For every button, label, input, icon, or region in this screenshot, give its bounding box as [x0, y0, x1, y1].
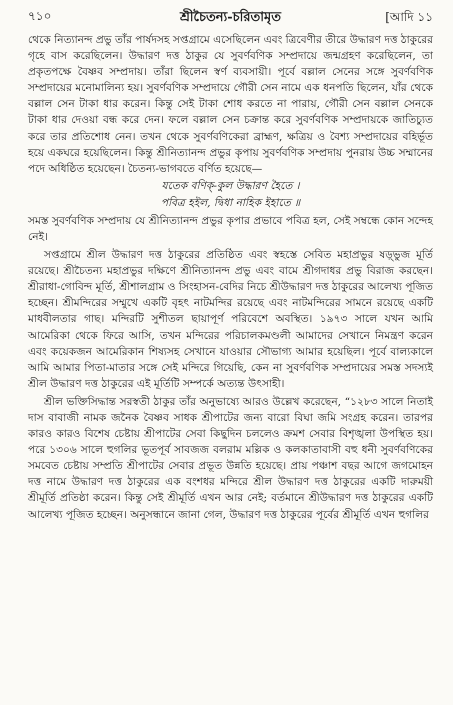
paragraph-3: সপ্তগ্রামে শ্রীল উদ্ধারণ দত্ত ঠাকুরের প্রতিষ্ঠিত এবং স্বহস্তে সেবিত মহাপ্রভুর ষড়্ভুজ মূর্তি রয়েছে। শ্রীচৈতন্য মহাপ্রভুর দক্ষিণে শ্রীনিত্যানন্দ প্রভু এবং বামে শ্রীগদাধর প্রভু বিরাজ করছেন। শ্রীরাধা-গোবিন্দ মূর্তি, শ্রীশালগ্রাম ও সিংহাসন-বেদির নিচে শ্রীউদ্ধারণ দত্ত ঠাকুরের আলেখ্য পূজিত হচ্ছেন। শ্রীমন্দিরের সম্মুখে একটি বৃহৎ নাটমন্দির রয়েছে এবং নাটমন্দিরের সামনে রয়েছে একটি মাধবীলতার গাছ। মন্দিরটি সুশীতল ছায়াপূর্ণ পরিবেশে অবস্থিত। ১৯৭৩ সালে যখন আমি আমেরিকা থেকে ফিরে আসি, তখন মন্দিরের পরিচালকমণ্ডলী আমাদের সেখানে নিমন্ত্রণ করেন এবং কয়েকজন আমেরিকান শিষ্যসহ সেখানে যাওয়ার সৌভাগ্য আমার হয়েছিল। পূর্বে বাল্যকালে আমি আমার পিতা-মাতার সঙ্গে সেই মন্দিরে গিয়েছি, কেন না সুবর্ণবণিক সম্প্রদায়ের সমস্ত সদস্যই শ্রীল উদ্ধারণ দত্ত ঠাকুরের এই মূর্তিটি সম্পর্কে অত্যন্ত উৎসাহী। — [28, 249, 433, 390]
page-header — [28, 6, 433, 32]
verse-line-2: পবিত্র হইল, দ্বিধা নাহিক ইহাতে ॥ — [160, 196, 301, 209]
page-body — [28, 32, 433, 523]
chapter-marker: [আদি ১১ — [385, 10, 433, 24]
running-title: শ্রীচৈতন্য-চরিতামৃত — [179, 10, 282, 25]
verse-line-1: যতেক বণিক্-কুল উদ্ধারণ হৈতে । — [161, 179, 300, 192]
page-number: ৭১০ — [28, 9, 52, 23]
paragraph-1: থেকে নিত্যানন্দ প্রভু তাঁর পার্ষদসহ সপ্তগ্রামে এসেছিলেন এবং ত্রিবেণীর তীরে উদ্ধারণ দত্ত ঠাকুরের গৃহে বাস করেছিলেন। উদ্ধারণ দত্ত ঠাকুর যে সুবর্ণবণিক সম্প্রদায়ে জন্মগ্রহণ করেছিলেন, তা প্রকৃতপক্ষে বৈষ্ণব সম্প্রদায়। তাঁরা ছিলেন স্বর্ণ ব্যবসায়ী। পূর্বে বল্লাল সেনের সঙ্গে সুবর্ণবণিক সম্প্রদায়ের মনোমালিন্য হয়। সুবর্ণবণিক সম্প্রদায়ে গৌরী সেন নামে এক ধনপতি ছিলেন, যাঁর থেকে বল্লাল সেন টাকা ধার করেন। কিন্তু সেই টাকা শোধ করতে না পারায়, গৌরী সেন বল্লাল সেনকে টাকা ধার দেওয়া বন্ধ করে দেন। ফলে বল্লাল সেন চক্রান্ত করে সুবর্ণবণিক সম্প্রদায়কে জাতিচ্যুত করে তার প্রতিশোধ নেন। তখন থেকে সুবর্ণবণিকেরা ব্রাহ্মণ, ক্ষত্রিয় ও বৈশ্য সম্প্রদায়ের বহির্ভূত হয়ে একঘরে হয়েছিলেন। কিন্তু শ্রীনিত্যানন্দ প্রভুর কৃপায় সুবর্ণবণিক সম্প্রদায় পুনরায় উচ্চ সম্মানের পদে অধিষ্ঠিত হয়েছেন। চৈতন্য-ভাগবতে বর্ণিত হয়েছে— — [28, 34, 433, 175]
paragraph-4: শ্রীল ভক্তিসিদ্ধান্ত সরস্বতী ঠাকুর তাঁর অনুভাষ্যে আরও উল্লেখ করেছেন, “১২৮৩ সালে নিতাই দাস বাবাজী নামক জনৈক বৈষ্ণব সাধক শ্রীপাটের জন্য বারো বিঘা জমি সংগ্রহ করেন। তারপর কারও কারও বিশেষ চেষ্টায় শ্রীপাটের সেবা কিছুদিন চললেও ক্রমশ সেবার বিশৃঙ্খলা উপস্থিত হয়। পরে ১৩০৬ সালে হুগলির ভূতপূর্ব সাবজজ বলরাম মল্লিক ও কলকাতাবাসী বহু ধনী সুবর্ণবণিকের সমবেত চেষ্টায় সম্প্রতি শ্রীপাটের সেবার প্রভূত উন্নতি হয়েছে। প্রায় পঞ্চাশ বছর আগে জগমোহন দত্ত নামে উদ্ধারণ দত্ত ঠাকুরের এক বংশধর মন্দিরে শ্রীল উদ্ধারণ দত্ত ঠাকুরের একটি দারুময়ী শ্রীমূর্তি প্রতিষ্ঠা করেন। কিন্তু সেই শ্রীমূর্তি এখন আর নেই; বর্তমানে শ্রীউদ্ধারণ দত্ত ঠাকুরের একটি আলেখ্য পূজিত হচ্ছেন। অনুসন্ধানে জানা গেল, উদ্ধারণ দত্ত ঠাকুরের পূর্বের শ্রীমূর্তি এখন হুগলির — [28, 395, 433, 521]
paragraph-2: সমস্ত সুবর্ণবণিক সম্প্রদায় যে শ্রীনিত্যানন্দ প্রভুর কৃপার প্রভাবে পবিত্র হল, সেই সম্বন্ধে কোন সন্দেহ নেই। — [28, 214, 433, 243]
